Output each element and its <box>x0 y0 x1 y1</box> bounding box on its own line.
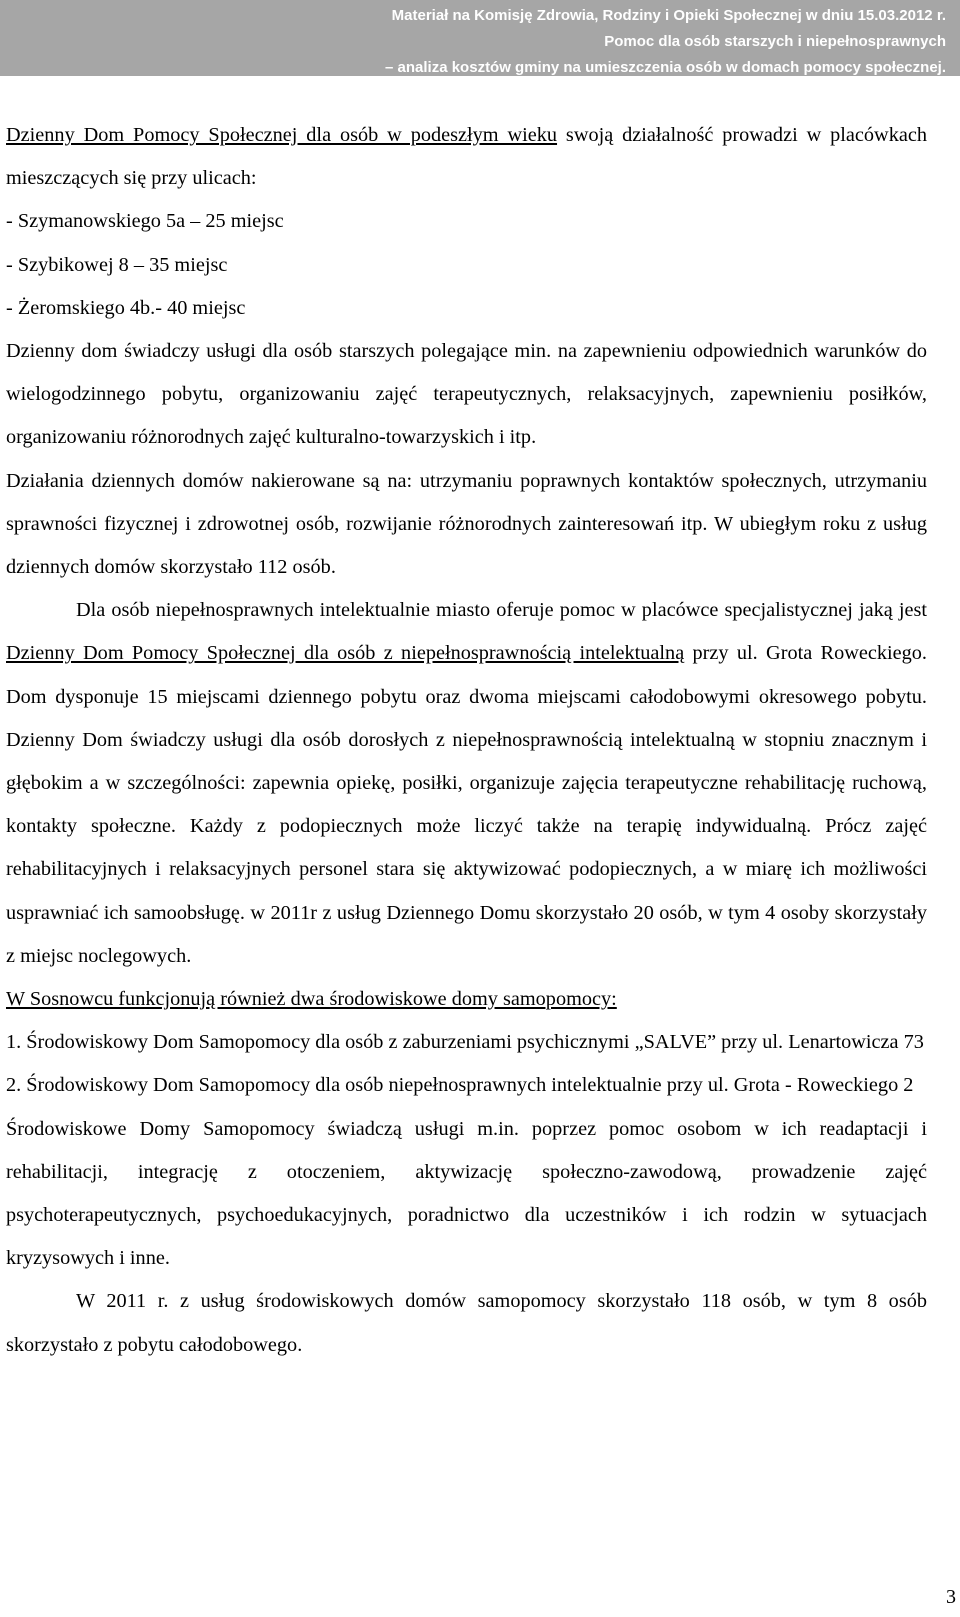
header-line-3: – analiza kosztów gminy na umieszczenia osób w domach pomocy społecznej. <box>385 59 946 76</box>
page-header <box>0 0 960 76</box>
paragraph-4-underlined: Dzienny Dom Pomocy Społecznej dla osób z niepełnosprawnością intelektualną <box>6 642 685 665</box>
paragraph-7: W 2011 r. z usług środowiskowych domów samopomocy skorzystało 118 osób, w tym 8 osób skorzystało z pobytu całodobowego. <box>6 1290 927 1356</box>
paragraph-1-text: swoją działalność prowadzi w placówkach mieszczących się przy ulicach: <box>6 124 927 190</box>
list-item-3: - Żeromskiego 4b.- 40 miejsc <box>6 296 246 319</box>
paragraph-6: Środowiskowe Domy Samopomocy świadczą usługi m.in. poprzez pomoc osobom w ich readaptacji i rehabilitacji, integrację z otoczeniem, aktywizację społeczno-zawodową, prowadzenie zajęć psychoterapeutycznych, psychoedukacyjnych, poradnictwo dla uczestników i ich rodzin w sytuacjach kryzysowych i inne. <box>6 1117 927 1270</box>
header-line-2: Pomoc dla osób starszych i niepełnosprawnych <box>604 33 946 50</box>
page-number: 3 <box>946 1586 956 1608</box>
paragraph-5-underlined: W Sosnowcu funkcjonują również dwa środowiskowe domy samopomocy: <box>6 988 617 1011</box>
numbered-item-2: 2. Środowiskowy Dom Samopomocy dla osób niepełnosprawnych intelektualnie przy ul. Grota - Roweckiego 2 <box>6 1074 914 1097</box>
paragraph-4-text-b: przy ul. Grota Roweckiego. Dom dysponuje 15 miejscami dziennego pobytu oraz dwoma miejscami całodobowymi okresowego pobytu. Dzienny Dom świadczy usługi dla osób dorosłych z niepełnosprawnością intelektualną w stopniu znacznym i głębokim a w szczególności: zapewnia opiekę, posiłki, organizuje zajęcia terapeutyczne rehabilitację ruchową, kontakty społeczne. Każdy z podopiecznych może liczyć także na terapię indywidualną. Prócz zajęć rehabilitacyjnych i relaksacyjnych personel stara się aktywizować podopiecznych, a w miarę ich możliwości usprawniać ich samoobsługę. w 2011r z usług Dziennego Domu skorzystało 20 osób, w tym 4 osoby skorzystały z miejsc noclegowych. <box>6 642 927 967</box>
paragraph-4-text-a: Dla osób niepełnosprawnych intelektualnie miasto oferuje pomoc w placówce specjalistycznej jaką jest <box>76 599 927 622</box>
paragraph-3: Działania dziennych domów nakierowane są na: utrzymaniu poprawnych kontaktów społecznych, utrzymaniu sprawności fizycznej i zdrowotnej osób, rozwijanie różnorodnych zainteresowań itp. W ubiegłym roku z usług dziennych domów skorzystało 112 osób. <box>6 469 927 579</box>
paragraph-5 <box>6 978 927 1021</box>
list-item-1: - Szymanowskiego 5a – 25 miejsc <box>6 210 284 233</box>
paragraph-1 <box>6 114 927 200</box>
document-body <box>6 114 927 1367</box>
paragraph-1-underlined: Dzienny Dom Pomocy Społecznej dla osób w podeszłym wieku <box>6 124 558 146</box>
paragraph-4 <box>6 589 927 978</box>
paragraph-2: Dzienny dom świadczy usługi dla osób starszych polegające min. na zapewnieniu odpowiednich warunków do wielogodzinnego pobytu, organizowaniu zajęć terapeutycznych, relaksacyjnych, zapewnieniu posiłków, organizowaniu różnorodnych zajęć kulturalno-towarzyskich i itp. <box>6 340 927 449</box>
numbered-item-1: 1. Środowiskowy Dom Samopomocy dla osób z zaburzeniami psychicznymi „SALVE” przy ul. Lenartowicza 73 <box>6 1031 924 1054</box>
header-line-1: Materiał na Komisję Zdrowia, Rodziny i Opieki Społecznej w dniu 15.03.2012 r. <box>391 7 946 24</box>
list-item-2: - Szybikowej 8 – 35 miejsc <box>6 253 228 276</box>
